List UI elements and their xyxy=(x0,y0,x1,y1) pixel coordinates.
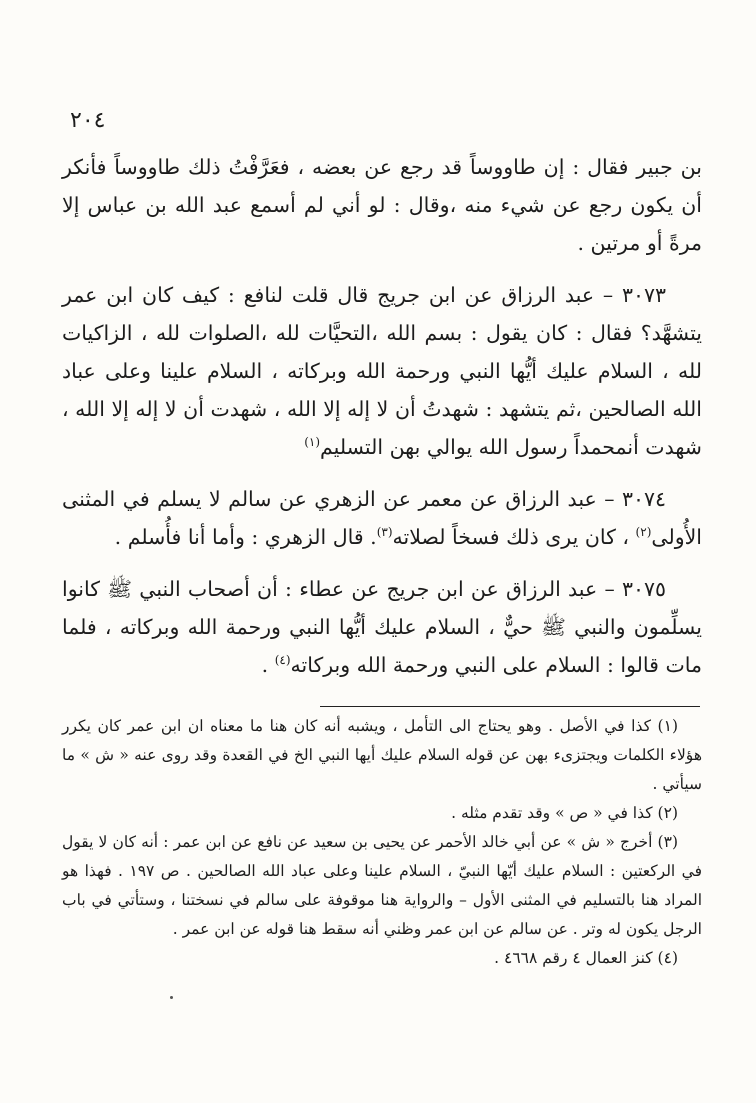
hadith-3074-text-a: ٣٠٧٤ – عبد الرزاق عن معمر عن الزهري عن سالم لا يسلم في المثنى الأُولى xyxy=(62,487,702,549)
hadith-3074-text-b: ، كان يرى ذلك فسخاً لصلاته xyxy=(392,525,636,549)
page-number: ٢٠٤ xyxy=(70,108,106,133)
hadith-3075-text: ٣٠٧٥ – عبد الرزاق عن ابن جريج عن عطاء : أن أصحاب النبي ﷺ كانوا يسلِّمون والنبي ﷺ حيٌّ ، السلام عليك أيُّها النبي ورحمة الله وبركاته ، فلما مات قالوا : السلام على النبي ورحمة الله وبركاته xyxy=(62,577,702,677)
footnote-2: (٢) كذا في « ص » وقد تقدم مثله . xyxy=(451,804,678,822)
footnotes xyxy=(62,712,702,973)
footnote-4: (٤) كنز العمال ٤ رقم ٤٦٦٨ . xyxy=(494,949,678,967)
hadith-3073-text: ٣٠٧٣ – عبد الرزاق عن ابن جريج قال قلت لنافع : كيف كان ابن عمر يتشهَّد؟ فقال : كان يقول : بسم الله ،التحيَّات لله ،الصلوات لله ، الزاكيات لله ، السلام عليك أيُّها النبي ورحمة الله وبركاته ، السلام علينا وعلى عباد الله الصالحين ،ثم يتشهد : شهدتُ أن لا إله إلا الله ، شهدت أن لا إله إلا الله ، شهدت أنمحمداً رسول الله يوالي بهن التسليم xyxy=(62,283,702,459)
footnote-ref-4: (٤) xyxy=(274,653,291,668)
footnote-ref-1: (١) xyxy=(304,435,321,450)
footnote-divider xyxy=(320,706,700,707)
paragraph-continuation: بن جبير فقال : إن طاووساً قد رجع عن بعضه ، فعَرَّفْتُ ذلك طاووساً فأنكر أن يكون رجع عن شيء منه ،وقال : لو أني لم أسمع عبد الله بن عباس إلا مرةً أو مرتين . xyxy=(62,155,702,255)
footnote-3: (٣) أخرج « ش » عن أبي خالد الأحمر عن يحيى بن سعيد عن نافع عن ابن عمر : أنه كان لا يقول في الركعتين : السلام عليك أيّها النبيّ ، السلام علينا وعلى عباد الله الصالحين . ص ١٩٧ . فهذا هو المراد هنا بالتسليم في المثنى الأول – والرواية هنا موقوفة على سالم في نسختنا ، وستأتي في باب الرجل يكون له وتر . عن سالم عن ابن عمر وظني أنه سقط هنا قوله عن ابن عمر . xyxy=(62,833,702,938)
footnote-ref-2: (٢) xyxy=(635,525,652,540)
main-text xyxy=(62,148,702,698)
hadith-3074 xyxy=(62,480,702,556)
footnote-ref-3: (٣) xyxy=(376,525,393,540)
hadith-3075-end: . xyxy=(261,653,275,677)
hadith-3073 xyxy=(62,276,702,466)
hadith-3074-text-c: . قال الزهري : وأما أنا فأُسلم . xyxy=(114,525,377,549)
stray-mark xyxy=(170,996,173,999)
hadith-3075 xyxy=(62,570,702,684)
footnote-1: (١) كذا في الأصل . وهو يحتاج الى التأمل ، ويشبه أنه كان هنا ما معناه ان ابن عمر كان يكرر هؤلاء الكلمات ويجتزىء بهن عن قوله السلام عليك أيها النبي الخ في القعدة وقد روى عنه « ش » ما سيأتي . xyxy=(62,717,702,793)
